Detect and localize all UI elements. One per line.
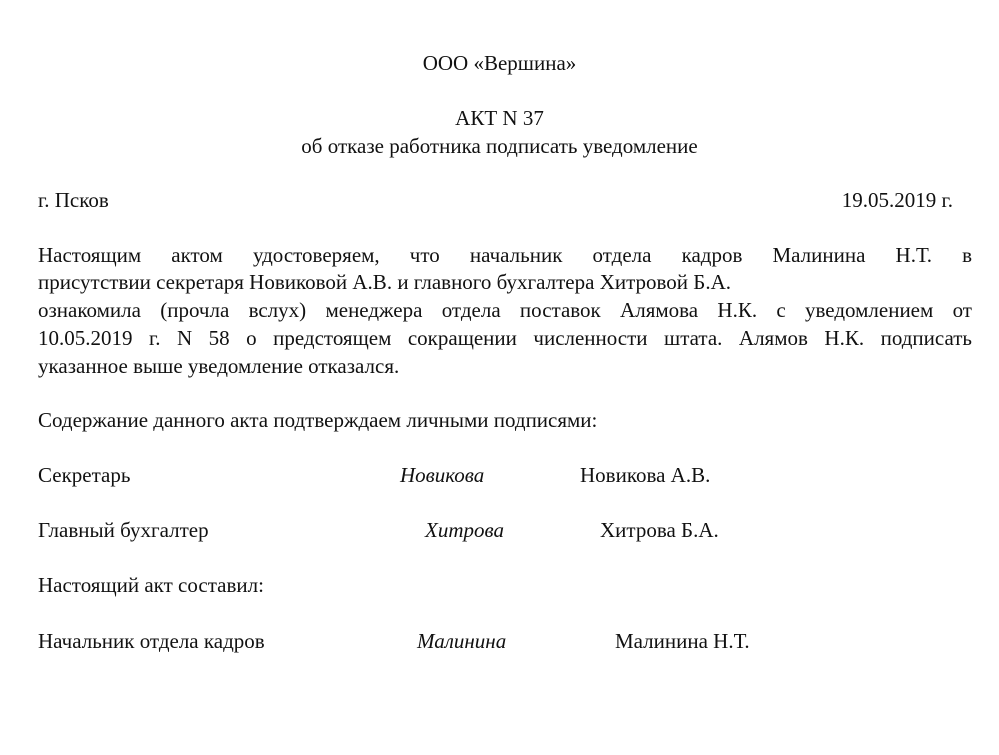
document-subtitle: об отказе работника подписать уведомление bbox=[301, 134, 698, 158]
organization-name: ООО «Вершина» bbox=[422, 51, 577, 75]
signatory-name-secretary: Новикова А.В. bbox=[580, 463, 711, 487]
document-title: АКТ N 37 bbox=[455, 106, 544, 130]
signatory-role-accountant: Главный бухгалтер bbox=[38, 518, 209, 542]
composer-role: Начальник отдела кадров bbox=[38, 629, 265, 653]
signature-secretary: Новикова bbox=[400, 463, 485, 487]
body-line: Настоящим актом удостоверяем, что начальник отдела кадров Малинина Н.Т. в bbox=[38, 243, 972, 267]
city: г. Псков bbox=[38, 188, 109, 212]
signature-accountant: Хитрова bbox=[425, 518, 504, 542]
composer-name: Малинина Н.Т. bbox=[615, 629, 750, 653]
document-date: 19.05.2019 г. bbox=[841, 188, 953, 212]
confirmation-text: Содержание данного акта подтверждаем личными подписями: bbox=[38, 408, 598, 432]
composer-signature: Малинина bbox=[417, 629, 507, 653]
composed-by-label: Настоящий акт составил: bbox=[38, 573, 264, 597]
body-line: присутствии секретаря Новиковой А.В. и главного бухгалтера Хитровой Б.А. bbox=[38, 270, 732, 294]
body-line: указанное выше уведомление отказался. bbox=[38, 354, 400, 378]
body-line: ознакомила (прочла вслух) менеджера отдела поставок Алямова Н.К. с уведомлением от bbox=[38, 298, 972, 322]
signatory-role-secretary: Секретарь bbox=[38, 463, 131, 487]
signatory-name-accountant: Хитрова Б.А. bbox=[600, 518, 719, 542]
body-line: 10.05.2019 г. N 58 о предстоящем сокращении численности штата. Алямов Н.К. подписать bbox=[38, 326, 972, 350]
